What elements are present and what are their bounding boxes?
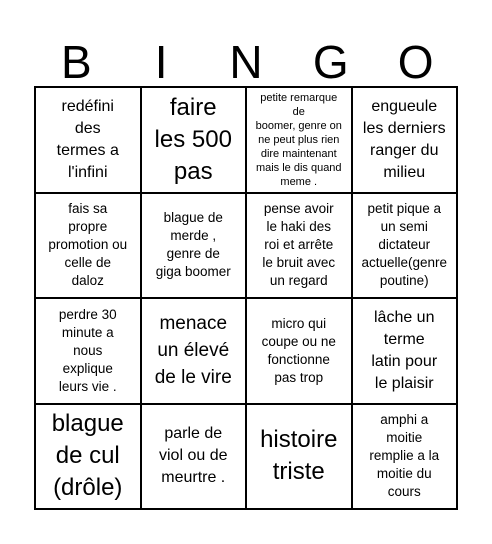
bingo-cell-r1c1[interactable] xyxy=(35,87,141,193)
cell-text: amphi a moitie remplie a la moitie du cours xyxy=(369,412,440,500)
bingo-cell-r1c3[interactable] xyxy=(246,87,352,193)
cell-text: micro qui coupe ou ne fonctionne pas trop xyxy=(261,315,336,385)
cell-text: blague de merde , genre de giga boomer xyxy=(155,210,231,280)
header-letter-i: I xyxy=(154,36,168,88)
bingo-cell-r4c1[interactable] xyxy=(35,404,141,510)
header-letter-g: G xyxy=(312,36,349,88)
cell-text: menace un élevé de le vire xyxy=(154,313,232,389)
bingo-cell-r3c2[interactable] xyxy=(141,298,247,404)
bingo-cell-r1c4[interactable] xyxy=(352,87,458,193)
cell-text: fais sa propre promotion ou celle de daloz xyxy=(48,201,128,289)
cell-text: redéfini des termes a l'infini xyxy=(56,97,119,181)
bingo-cell-r2c4[interactable] xyxy=(352,193,458,299)
bingo-cell-r1c2[interactable] xyxy=(141,87,247,193)
bingo-cell-r3c3[interactable] xyxy=(246,298,352,404)
cell-text: petite remarque de boomer, genre on ne peut plus rien dire maintenant mais le dis quand meme . xyxy=(255,91,342,188)
cell-text: parle de viol ou de meurtre . xyxy=(159,425,228,487)
header-letter-n: N xyxy=(229,36,263,88)
bingo-cell-r4c3[interactable] xyxy=(246,404,352,510)
bingo-cell-r4c4[interactable] xyxy=(352,404,458,510)
cell-text: perdre 30 minute a nous explique leurs vie . xyxy=(58,306,117,394)
cell-text: faire les 500 pas xyxy=(154,93,232,185)
cell-text: blague de cul (drôle) xyxy=(51,410,124,502)
bingo-cell-r2c2[interactable] xyxy=(141,193,247,299)
cell-text: histoire triste xyxy=(260,426,338,486)
cell-text: engueule les derniers ranger du milieu xyxy=(362,97,446,181)
header-letter-o: O xyxy=(397,36,434,88)
bingo-cell-r4c2[interactable] xyxy=(141,404,247,510)
cell-text: pense avoir le haki des roi et arrête le bruit avec un regard xyxy=(262,201,336,289)
bingo-cell-r2c3[interactable] xyxy=(246,193,352,299)
bingo-cell-r3c1[interactable] xyxy=(35,298,141,404)
header-letter-b: B xyxy=(61,36,92,88)
bingo-board xyxy=(34,86,458,510)
bingo-cell-r2c1[interactable] xyxy=(35,193,141,299)
bingo-header xyxy=(34,38,458,86)
cell-text: lâche un terme latin pour le plaisir xyxy=(371,308,438,392)
bingo-cell-r3c4[interactable] xyxy=(352,298,458,404)
cell-text: petit pique a un semi dictateur actuelle(genre poutine) xyxy=(361,201,448,289)
